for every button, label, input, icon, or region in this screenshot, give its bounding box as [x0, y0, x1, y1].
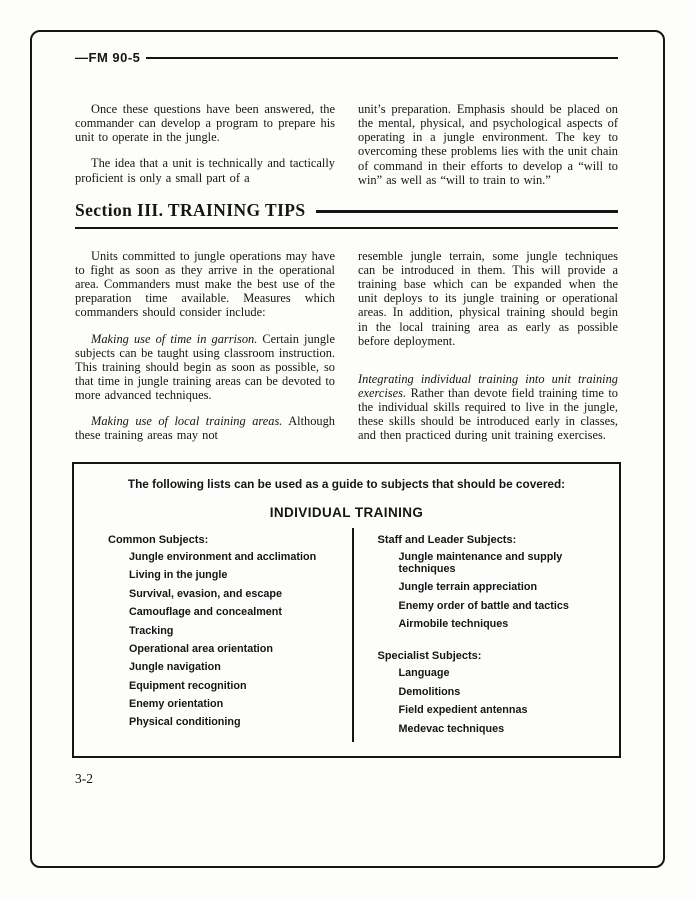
section-right-column: [358, 249, 618, 443]
subject-item: Field expedient antennas: [398, 704, 528, 717]
page-header: [75, 50, 618, 65]
training-box: [72, 462, 621, 758]
subject-item: Jungle maintenance and supply techniques: [398, 551, 563, 575]
subject-item: Demolitions: [398, 685, 461, 698]
subject-item: Operational area orientation: [129, 642, 273, 655]
section-title: Section III. TRAINING TIPS: [75, 199, 306, 220]
page-number: 3-2: [75, 770, 93, 786]
section-heading-rule: [316, 210, 619, 213]
section-left-column: [75, 249, 335, 443]
common-subjects-list: [108, 552, 342, 729]
subject-item: Equipment recognition: [129, 679, 247, 692]
specialist-subjects-list: [378, 668, 612, 735]
paragraph: unit’s preparation. Emphasis should be placed on the mental, physical, and psychological aspects of operating in a jungle environment. The key to overcoming these problems lies with the unit chain of command in their efforts to develop a “will to win” as well as “will to train to win.”: [358, 102, 618, 187]
paragraph: [75, 414, 335, 442]
subject-item: Jungle terrain appreciation: [398, 581, 538, 594]
subject-item: Living in the jungle: [129, 569, 228, 582]
page-content: [75, 50, 618, 787]
subject-item: Physical conditioning: [129, 716, 241, 729]
specialist-subjects-header: Specialist Subjects:: [377, 649, 482, 662]
subject-item: Tracking: [129, 624, 174, 637]
subject-item: Language: [398, 667, 450, 680]
header-rule: [146, 57, 618, 59]
paragraph: The idea that a unit is technically and tactically proficient is only a small part of a: [75, 156, 335, 185]
manual-number: —FM 90-5: [75, 50, 141, 65]
subject-item: Survival, evasion, and escape: [129, 587, 283, 600]
section-heading: [75, 200, 618, 221]
intro-right-column: [358, 102, 618, 187]
common-subjects-header: Common Subjects:: [108, 533, 209, 546]
training-box-heading: INDIVIDUAL TRAINING: [269, 504, 424, 520]
intro-left-column: [75, 102, 335, 187]
staff-subjects-header: Staff and Leader Subjects:: [377, 533, 517, 546]
paragraph-rest: Although these training areas may not: [75, 414, 335, 443]
section-underline: [75, 227, 618, 229]
subject-item: Enemy orientation: [129, 698, 224, 711]
subject-item: Jungle navigation: [129, 661, 221, 674]
paragraph-lead: Making use of time in garrison.: [91, 331, 258, 346]
paragraph-rest: Rather than devote field training time to the individual skills required to live in the jungle, these skills should be introduced early in classes, and then practiced during unit training exercises.: [358, 385, 618, 443]
subject-item: Jungle environment and acclimation: [129, 551, 317, 564]
paragraph: [358, 372, 618, 443]
section-body: [75, 249, 618, 443]
paragraph: resemble jungle terrain, some jungle techniques can be introduced in them. This will provide a training base which can be expanded when the unit deploys to its jungle training or operational areas. In addition, physical training should begin in the local training area as early as possible before deployment.: [358, 248, 618, 348]
subject-item: Airmobile techniques: [398, 618, 509, 631]
common-subjects-column: [74, 528, 352, 742]
paragraph-rest: Certain jungle subjects can be taught using classroom instruction. This training should begin as soon as possible, so that time in jungle training areas can be devoted to more advanced techniques.: [75, 331, 335, 403]
training-box-title: The following lists can be used as a guide to subjects that should be covered:: [127, 476, 566, 491]
subject-item: Enemy order of battle and tactics: [398, 599, 569, 612]
training-box-columns: [74, 528, 619, 756]
subject-item: Medevac techniques: [398, 722, 505, 735]
paragraph: [75, 332, 335, 403]
intro-section: [75, 102, 618, 187]
paragraph: Once these questions have been answered, the commander can develop a program to prepare his unit to operate in the jungle.: [75, 102, 335, 145]
paragraph-lead: Making use of local training areas.: [91, 414, 283, 429]
paragraph: Units committed to jungle operations may have to fight as soon as they arrive in the operational area. Commanders must make the best use of the preparation time available. Measures which commanders should consider include:: [75, 248, 335, 320]
staff-specialist-column: [352, 528, 620, 742]
staff-subjects-list: [378, 552, 612, 631]
paragraph-lead: Integrating individual training into unit training exercises.: [358, 371, 618, 400]
subject-item: Camouflage and concealment: [129, 606, 282, 619]
